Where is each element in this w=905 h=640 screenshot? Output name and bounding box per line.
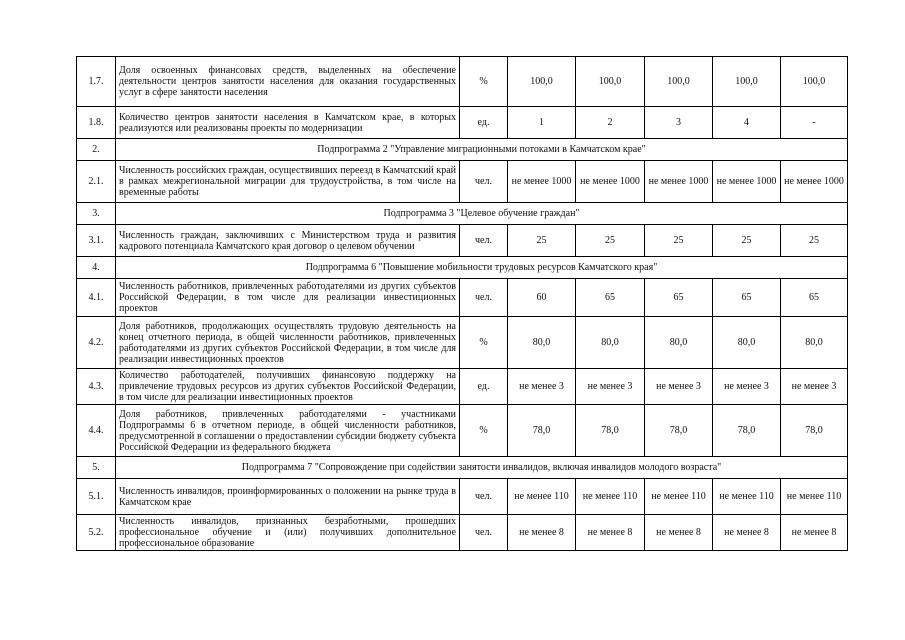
- value-cell: 78,0: [576, 405, 645, 457]
- value-cell: 100,0: [576, 57, 645, 107]
- value-cell: 78,0: [781, 405, 848, 457]
- value-cell: не менее 8: [508, 515, 576, 551]
- value-cell: 25: [781, 225, 848, 257]
- indicator-description: Численность инвалидов, проинформированных о положении на рынке труда в Камчатском крае: [116, 479, 460, 515]
- value-cell: 4: [713, 107, 781, 139]
- row-number: 4.2.: [77, 317, 116, 369]
- unit-cell: %: [460, 317, 508, 369]
- value-cell: не менее 8: [576, 515, 645, 551]
- value-cell: не менее 1000: [645, 161, 713, 203]
- indicator-description: Численность граждан, заключивших с Министерством труда и развития кадрового потенциала Камчатского края договор о целевом обучении: [116, 225, 460, 257]
- value-cell: не менее 3: [781, 369, 848, 405]
- row-number: 4.3.: [77, 369, 116, 405]
- value-cell: не менее 3: [713, 369, 781, 405]
- table-row: [77, 161, 848, 203]
- table-row: [77, 57, 848, 107]
- value-cell: 25: [576, 225, 645, 257]
- value-cell: 78,0: [713, 405, 781, 457]
- unit-cell: чел.: [460, 225, 508, 257]
- row-number: 1.7.: [77, 57, 116, 107]
- section-number: 5.: [77, 457, 116, 479]
- unit-cell: чел.: [460, 479, 508, 515]
- value-cell: не менее 3: [645, 369, 713, 405]
- unit-cell: чел.: [460, 515, 508, 551]
- value-cell: 80,0: [645, 317, 713, 369]
- value-cell: 100,0: [713, 57, 781, 107]
- value-cell: 80,0: [781, 317, 848, 369]
- unit-cell: %: [460, 57, 508, 107]
- row-number: 5.2.: [77, 515, 116, 551]
- indicator-description: Доля работников, привлеченных работодателями - участниками Подпрограммы 6 в отчетном периоде, в общей численности работников, предусмотренной в соглашении о предоставлении субсидии бюджету субъекта Российской Федерации из федерального бюджета: [116, 405, 460, 457]
- table-row: [77, 317, 848, 369]
- table-row: [77, 405, 848, 457]
- value-cell: 2: [576, 107, 645, 139]
- table-row: [77, 225, 848, 257]
- value-cell: 100,0: [781, 57, 848, 107]
- value-cell: не менее 110: [645, 479, 713, 515]
- value-cell: не менее 8: [645, 515, 713, 551]
- value-cell: не менее 1000: [576, 161, 645, 203]
- value-cell: 25: [508, 225, 576, 257]
- value-cell: не менее 3: [576, 369, 645, 405]
- row-number: 4.1.: [77, 279, 116, 317]
- value-cell: 100,0: [645, 57, 713, 107]
- row-number: 4.4.: [77, 405, 116, 457]
- value-cell: 100,0: [508, 57, 576, 107]
- unit-cell: ед.: [460, 107, 508, 139]
- value-cell: 80,0: [508, 317, 576, 369]
- section-number: 2.: [77, 139, 116, 161]
- section-row: [77, 139, 848, 161]
- value-cell: 78,0: [645, 405, 713, 457]
- value-cell: не менее 110: [576, 479, 645, 515]
- value-cell: 80,0: [576, 317, 645, 369]
- unit-cell: ед.: [460, 369, 508, 405]
- section-row: [77, 257, 848, 279]
- indicators-table: [76, 56, 848, 551]
- indicator-description: Численность инвалидов, признанных безработными, прошедших профессиональное обучение и (или) получивших дополнительное профессиональное образование: [116, 515, 460, 551]
- indicator-description: Доля работников, продолжающих осуществлять трудовую деятельность на конец отчетного периода, в общей численности работников, привлеченных работодателями из других субъектов Российской Федерации, в том числе для реализации инвестиционных проектов: [116, 317, 460, 369]
- row-number: 3.1.: [77, 225, 116, 257]
- value-cell: не менее 1000: [781, 161, 848, 203]
- value-cell: 25: [645, 225, 713, 257]
- indicator-description: Количество работодателей, получивших финансовую поддержку на привлечение трудовых ресурсов из других субъектов Российской Федерации, в том числе для реализации инвестиционных проектов: [116, 369, 460, 405]
- unit-cell: чел.: [460, 279, 508, 317]
- indicator-description: Количество центров занятости населения в Камчатском крае, в которых реализуются или реализованы проекты по модернизации: [116, 107, 460, 139]
- subprogram-title: Подпрограмма 7 "Сопровождение при содействии занятости инвалидов, включая инвалидов молодого возраста": [116, 457, 848, 479]
- section-row: [77, 203, 848, 225]
- table-row: [77, 369, 848, 405]
- value-cell: не менее 3: [508, 369, 576, 405]
- value-cell: не менее 8: [713, 515, 781, 551]
- unit-cell: %: [460, 405, 508, 457]
- value-cell: не менее 8: [781, 515, 848, 551]
- indicator-description: Численность работников, привлеченных работодателями из других субъектов Российской Федерации, в том числе для реализации инвестиционных проектов: [116, 279, 460, 317]
- value-cell: не менее 1000: [713, 161, 781, 203]
- value-cell: 65: [645, 279, 713, 317]
- value-cell: 65: [713, 279, 781, 317]
- value-cell: -: [781, 107, 848, 139]
- subprogram-title: Подпрограмма 2 "Управление миграционными потоками в Камчатском крае": [116, 139, 848, 161]
- row-number: 2.1.: [77, 161, 116, 203]
- subprogram-title: Подпрограмма 3 "Целевое обучение граждан": [116, 203, 848, 225]
- row-number: 1.8.: [77, 107, 116, 139]
- section-row: [77, 457, 848, 479]
- value-cell: 1: [508, 107, 576, 139]
- value-cell: 3: [645, 107, 713, 139]
- value-cell: 78,0: [508, 405, 576, 457]
- value-cell: не менее 110: [781, 479, 848, 515]
- table-row: [77, 515, 848, 551]
- value-cell: 80,0: [713, 317, 781, 369]
- value-cell: 65: [576, 279, 645, 317]
- section-number: 3.: [77, 203, 116, 225]
- indicator-description: Доля освоенных финансовых средств, выделенных на обеспечение деятельности центров занятости населения для оказания государственных услуг в сфере занятости населения: [116, 57, 460, 107]
- indicator-description: Численность российских граждан, осуществивших переезд в Камчатский край в рамках межрегиональной миграции для трудоустройства, в том числе на временные работы: [116, 161, 460, 203]
- table-row: [77, 479, 848, 515]
- section-number: 4.: [77, 257, 116, 279]
- value-cell: 25: [713, 225, 781, 257]
- value-cell: 60: [508, 279, 576, 317]
- value-cell: не менее 1000: [508, 161, 576, 203]
- value-cell: не менее 110: [508, 479, 576, 515]
- subprogram-title: Подпрограмма 6 "Повышение мобильности трудовых ресурсов Камчатского края": [116, 257, 848, 279]
- table-row: [77, 107, 848, 139]
- unit-cell: чел.: [460, 161, 508, 203]
- value-cell: не менее 110: [713, 479, 781, 515]
- row-number: 5.1.: [77, 479, 116, 515]
- table-row: [77, 279, 848, 317]
- value-cell: 65: [781, 279, 848, 317]
